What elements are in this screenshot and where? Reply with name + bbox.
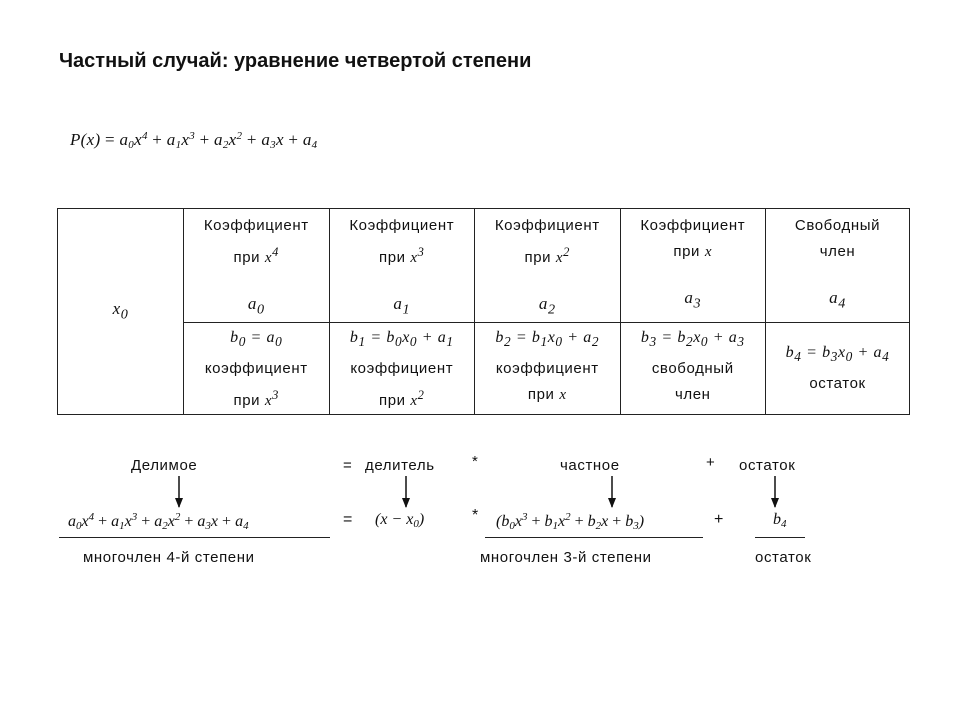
table-cell: $b_2 = b_1x_0 + a_2$ коэффициент при x — [475, 323, 621, 414]
table-cell: Коэффициент при $x^2$ $a_2$ — [475, 209, 621, 323]
poly4-caption: многочлен 4-й степени — [83, 549, 255, 566]
poly3-caption: многочлен 3-й степени — [480, 549, 652, 566]
remainder-label: остаток — [739, 457, 796, 474]
table-cell: Коэффициент при $x^4$ $a_0$ — [184, 209, 330, 323]
remainder-caption: остаток — [755, 549, 812, 566]
divisor-expr: $(x - x_0)$ — [375, 511, 425, 530]
table-cell: $b_3 = b_2x_0 + a_3$ свободный член — [620, 323, 766, 414]
eq-sign: = — [343, 511, 353, 528]
formula-lhs: P(x) — [70, 130, 101, 149]
times-label: * — [472, 453, 479, 470]
quotient-label: частное — [560, 457, 620, 474]
table-cell: $b_1 = b_0x_0 + a_1$ коэффициент при $x^2$ — [329, 323, 475, 414]
plus-sign: + — [714, 511, 724, 528]
eq-sign-label: = — [343, 457, 353, 474]
quotient-expr: $(b_0x^3 + b_1x^2 + b_2x + b_3)$ — [496, 511, 645, 532]
table-cell: $b_4 = b_3x_0 + a_4$ остаток — [766, 323, 910, 414]
dividend-expr: $a_0x^4 + a_1x^3 + a_2x^2 + a_3x + a_4$ — [68, 511, 249, 532]
dividend-label: Делимое — [131, 457, 198, 474]
underline-quotient — [485, 537, 703, 538]
table-cell: $b_0 = a_0$ коэффициент при $x^3$ — [184, 323, 330, 414]
plus-label: + — [706, 454, 716, 471]
table-cell: Коэффициент при x $a_3$ — [620, 209, 766, 323]
table-cell: Свободный член $a_4$ — [766, 209, 910, 323]
remainder-expr: $b_4$ — [773, 511, 787, 530]
times-sign: * — [472, 507, 479, 524]
slide-title: Частный случай: уравнение четвертой степени — [59, 50, 532, 72]
underline-remainder — [755, 537, 805, 538]
underline-dividend — [59, 537, 330, 538]
x0-cell: $x_0$ — [58, 209, 184, 415]
polynomial-formula: $P(x) = a_0x^4 + a_1x^3 + a_2x^2 + a_3x + a_4$ — [70, 130, 318, 151]
divisor-label: делитель — [365, 457, 435, 474]
table-cell: Коэффициент при $x^3$ $a_1$ — [329, 209, 475, 323]
